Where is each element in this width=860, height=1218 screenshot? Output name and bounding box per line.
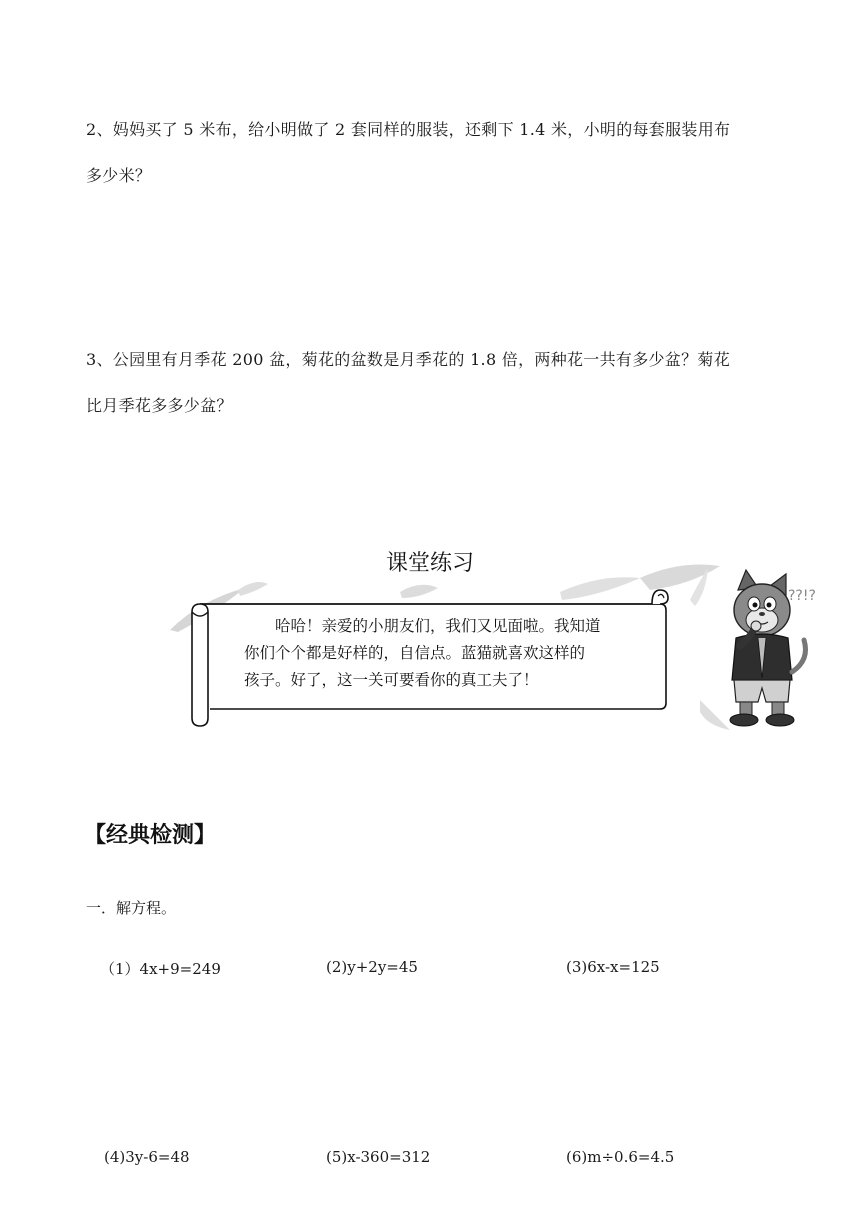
equation-3: (3)6x-x=125 <box>566 958 660 976</box>
solve-equations-heading: 一．解方程。 <box>86 899 177 917</box>
equation-5: (5)x-360=312 <box>326 1148 431 1166</box>
scroll-message <box>244 613 644 694</box>
question-marks: ??!? <box>788 588 816 604</box>
scroll-line-3: 孩子。好了，这一关可要看你的真工夫了！ <box>244 671 539 689</box>
equation-1: （1）4x+9=249 <box>100 960 221 978</box>
question-2-line-2: 多少米？ <box>86 166 152 185</box>
scroll-line-2: 你们个个都是好样的，自信点。蓝猫就喜欢这样的 <box>244 644 586 662</box>
cat-illustration <box>700 560 860 740</box>
question-2-line-1: 2、妈妈买了 5 米布，给小明做了 2 套同样的服装，还剩下 1.4 米，小明的每套服装用布 <box>86 120 731 139</box>
speech-scroll <box>170 568 690 748</box>
question-3-line-2: 比月季花多多少盆？ <box>86 396 233 415</box>
blue-cat-mascot <box>700 560 860 740</box>
classic-test-title: 【经典检测】 <box>84 823 217 848</box>
equation-2: (2)y+2y=45 <box>326 958 418 976</box>
equation-6: (6)m÷0.6=4.5 <box>566 1148 675 1166</box>
scroll-line-1: 哈哈！亲爱的小朋友们，我们又见面啦。我知道 <box>275 617 601 635</box>
equation-4: (4)3y-6=48 <box>104 1148 190 1166</box>
practice-heading: 课堂练习 <box>385 551 474 576</box>
question-3-line-1: 3、公园里有月季花 200 盆，菊花的盆数是月季花的 1.8 倍，两种花一共有多少盆？菊花 <box>86 350 731 369</box>
